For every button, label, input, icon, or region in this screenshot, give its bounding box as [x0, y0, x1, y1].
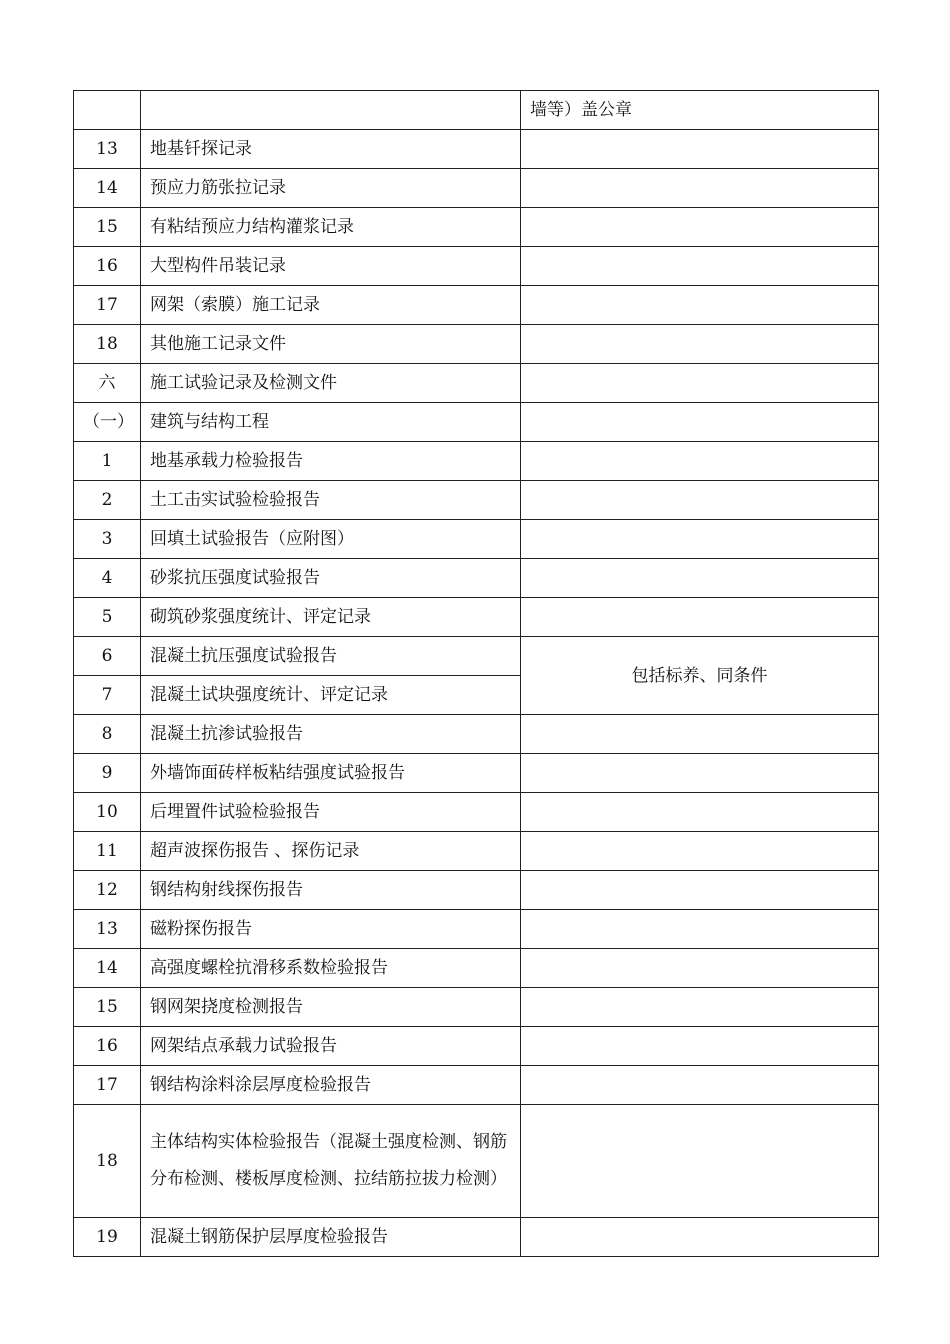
- row-number: 2: [74, 481, 141, 520]
- row-name: 网架结点承载力试验报告: [141, 1027, 521, 1066]
- table-row: [74, 1105, 879, 1218]
- document-table: [73, 90, 879, 1257]
- row-number: 17: [74, 1066, 141, 1105]
- row-number: 14: [74, 949, 141, 988]
- row-name: 有粘结预应力结构灌浆记录: [141, 208, 521, 247]
- row-name: 钢结构射线探伤报告: [141, 871, 521, 910]
- table-row: [74, 442, 879, 481]
- row-note: [521, 286, 879, 325]
- row-note: [521, 1218, 879, 1257]
- row-number: 13: [74, 910, 141, 949]
- table-row: [74, 832, 879, 871]
- row-number: 6: [74, 637, 141, 676]
- row-number: [74, 91, 141, 130]
- row-name: 主体结构实体检验报告（混凝土强度检测、钢筋分布检测、楼板厚度检测、拉结筋拉拔力检测）: [141, 1105, 521, 1218]
- row-number: 13: [74, 130, 141, 169]
- table-row: [74, 1218, 879, 1257]
- table-row: [74, 1066, 879, 1105]
- row-number: 1: [74, 442, 141, 481]
- row-note: [521, 247, 879, 286]
- table-row: [74, 988, 879, 1027]
- row-name: 砂浆抗压强度试验报告: [141, 559, 521, 598]
- row-note: [521, 793, 879, 832]
- row-name: 回填土试验报告（应附图）: [141, 520, 521, 559]
- row-number: 18: [74, 1105, 141, 1218]
- row-number: （一）: [74, 403, 141, 442]
- row-number: 12: [74, 871, 141, 910]
- row-number: 9: [74, 754, 141, 793]
- row-number: 7: [74, 676, 141, 715]
- subsection-row: [74, 403, 879, 442]
- table-row: [74, 871, 879, 910]
- row-note: [521, 598, 879, 637]
- table-row: [74, 1027, 879, 1066]
- row-note: [521, 169, 879, 208]
- section-heading: 施工试验记录及检测文件: [141, 364, 521, 403]
- table-row: [74, 754, 879, 793]
- row-number: 16: [74, 247, 141, 286]
- row-name: 预应力筋张拉记录: [141, 169, 521, 208]
- table-row: [74, 637, 879, 676]
- row-note: 墙等）盖公章: [521, 91, 879, 130]
- table-row: [74, 715, 879, 754]
- row-note: [521, 871, 879, 910]
- table-row: [74, 286, 879, 325]
- table-row: [74, 520, 879, 559]
- section-row: [74, 364, 879, 403]
- row-note: [521, 988, 879, 1027]
- row-note: [521, 403, 879, 442]
- row-note: [521, 1105, 879, 1218]
- row-note: [521, 559, 879, 598]
- row-number: 5: [74, 598, 141, 637]
- row-name: 土工击实试验检验报告: [141, 481, 521, 520]
- row-number: 15: [74, 208, 141, 247]
- row-note: [521, 832, 879, 871]
- table-row: [74, 949, 879, 988]
- row-number: 19: [74, 1218, 141, 1257]
- row-number: 3: [74, 520, 141, 559]
- row-name: 大型构件吊装记录: [141, 247, 521, 286]
- row-note: [521, 1027, 879, 1066]
- row-name: 混凝土试块强度统计、评定记录: [141, 676, 521, 715]
- row-name: [141, 91, 521, 130]
- row-name: 钢结构涂料涂层厚度检验报告: [141, 1066, 521, 1105]
- row-name: 地基钎探记录: [141, 130, 521, 169]
- row-name: 磁粉探伤报告: [141, 910, 521, 949]
- row-name: 网架（索膜）施工记录: [141, 286, 521, 325]
- row-number: 16: [74, 1027, 141, 1066]
- row-name: 钢网架挠度检测报告: [141, 988, 521, 1027]
- row-number: 10: [74, 793, 141, 832]
- row-number: 14: [74, 169, 141, 208]
- table-row: [74, 208, 879, 247]
- row-number: 17: [74, 286, 141, 325]
- row-number: 11: [74, 832, 141, 871]
- row-note: [521, 442, 879, 481]
- row-number: 六: [74, 364, 141, 403]
- row-name: 砌筑砂浆强度统计、评定记录: [141, 598, 521, 637]
- table-row: [74, 325, 879, 364]
- row-note: [521, 364, 879, 403]
- table-row: [74, 481, 879, 520]
- row-name: 外墙饰面砖样板粘结强度试验报告: [141, 754, 521, 793]
- table-row: [74, 91, 879, 130]
- row-note: [521, 325, 879, 364]
- row-name: 超声波探伤报告 、探伤记录: [141, 832, 521, 871]
- row-note: [521, 1066, 879, 1105]
- row-name: 混凝土钢筋保护层厚度检验报告: [141, 1218, 521, 1257]
- row-note: [521, 520, 879, 559]
- table-row: [74, 559, 879, 598]
- table-row: [74, 910, 879, 949]
- row-name: 混凝土抗压强度试验报告: [141, 637, 521, 676]
- table-row: [74, 793, 879, 832]
- row-name: 混凝土抗渗试验报告: [141, 715, 521, 754]
- row-number: 8: [74, 715, 141, 754]
- row-note: [521, 715, 879, 754]
- row-number: 4: [74, 559, 141, 598]
- row-name: 地基承载力检验报告: [141, 442, 521, 481]
- row-note: [521, 910, 879, 949]
- row-number: 18: [74, 325, 141, 364]
- row-name: 高强度螺栓抗滑移系数检验报告: [141, 949, 521, 988]
- row-note: [521, 754, 879, 793]
- table-row: [74, 130, 879, 169]
- subsection-heading: 建筑与结构工程: [141, 403, 521, 442]
- row-number: 15: [74, 988, 141, 1027]
- table-row: [74, 598, 879, 637]
- row-name: 后埋置件试验检验报告: [141, 793, 521, 832]
- row-note: [521, 481, 879, 520]
- row-name: 其他施工记录文件: [141, 325, 521, 364]
- table-row: [74, 247, 879, 286]
- row-note: [521, 949, 879, 988]
- row-note: [521, 208, 879, 247]
- row-note: [521, 130, 879, 169]
- merged-note: 包括标养、同条件: [521, 637, 879, 715]
- table-row: [74, 169, 879, 208]
